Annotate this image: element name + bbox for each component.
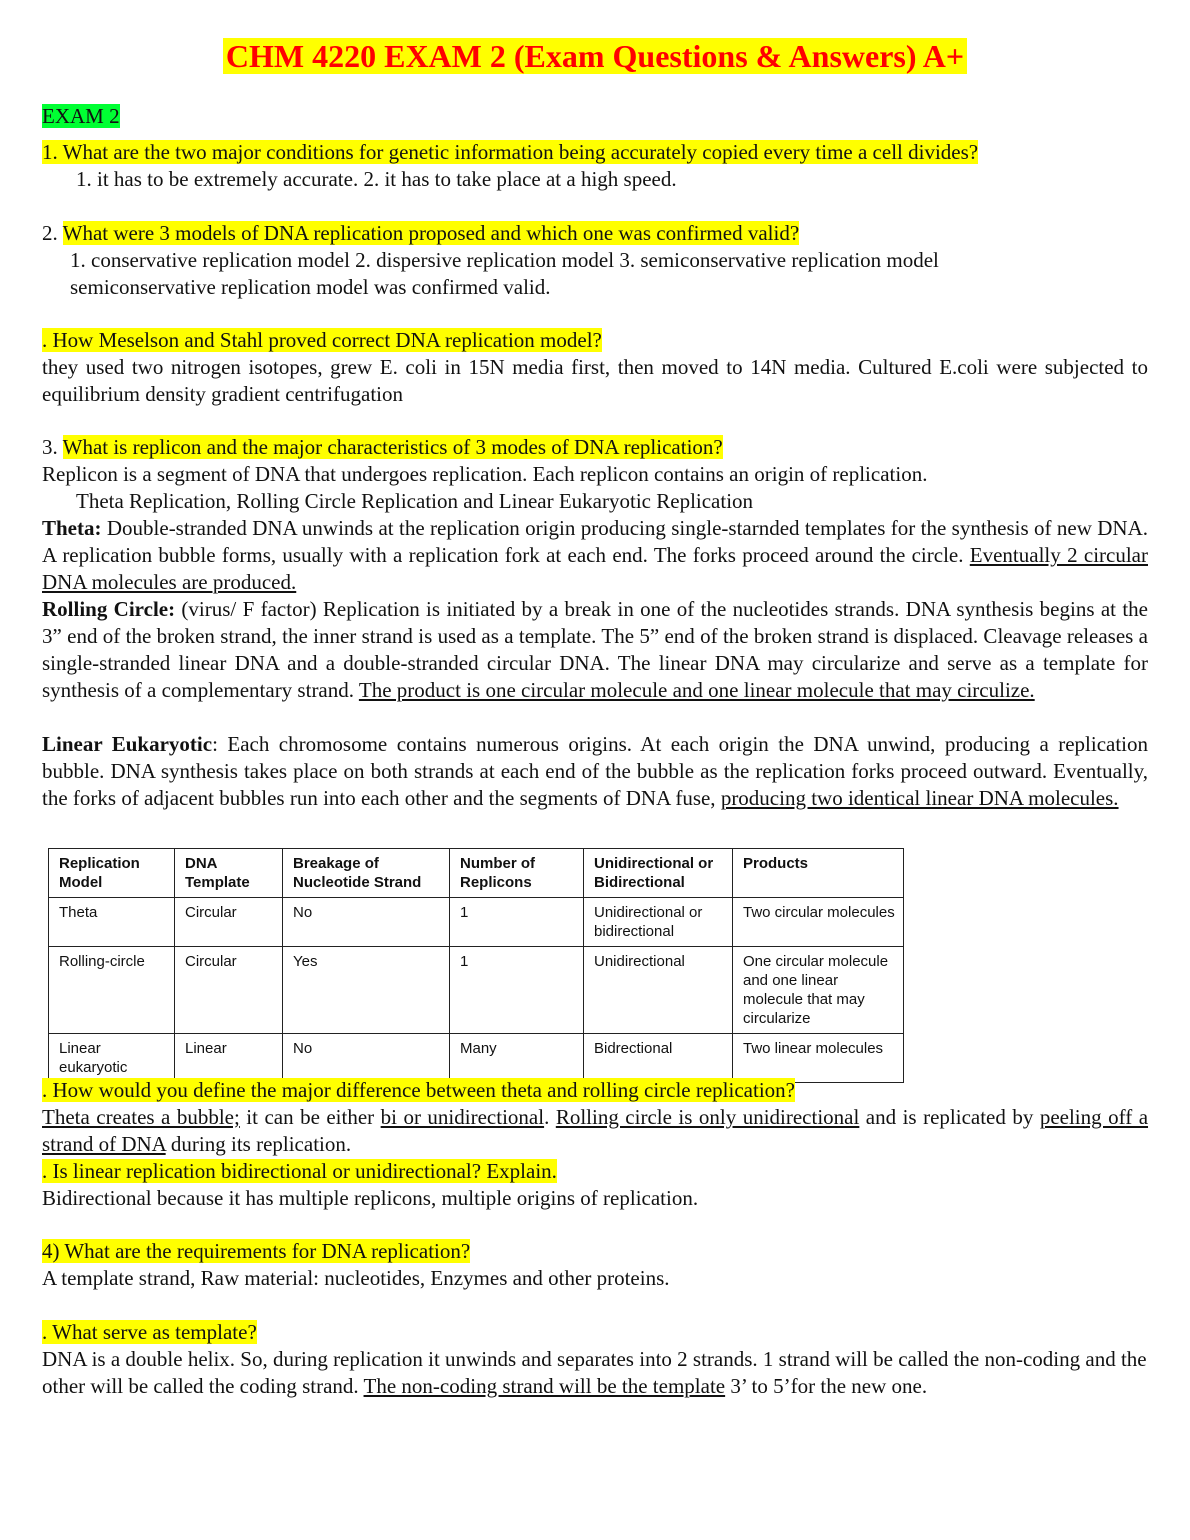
answer-2: 1. conservative replication model 2. dispersive replication model 3. semiconservative replication model semiconservative replication model was confirmed valid. xyxy=(70,248,939,299)
exam-label: EXAM 2 xyxy=(42,104,120,128)
table-cell: 1 xyxy=(450,898,584,947)
question-1: 1. What are the two major conditions for genetic information being accurately copied every time a cell divides? xyxy=(42,140,979,164)
question-linear-direction: . Is linear replication bidirectional or unidirectional? Explain. xyxy=(42,1159,557,1183)
table-cell: Circular xyxy=(175,947,283,1034)
question-4: 4) What are the requirements for DNA replication? xyxy=(42,1239,471,1263)
question-2: 2. What were 3 models of DNA replication proposed and which one was confirmed valid? xyxy=(42,221,800,245)
table-cell: Circular xyxy=(175,898,283,947)
linear-eukaryotic-paragraph: Linear Eukaryotic: Each chromosome contains numerous origins. At each origin the DNA unwind, producing a replication bubble. DNA synthesis takes place on both strands at each end of the bubble as the replication forks proceed outward. Eventually, the forks of adjacent bubbles run into each other and the segments of DNA fuse, producing two identical linear DNA molecules. xyxy=(42,732,1149,810)
theta-paragraph: Theta: Double-stranded DNA unwinds at the replication origin producing single-starnded templates for the synthesis of new DNA. A replication bubble forms, usually with a replication fork at each end. The forks proceed around the circle. Eventually 2 circular DNA molecules are produced. xyxy=(42,516,1148,594)
question-theta-vs-rolling: . How would you define the major difference between theta and rolling circle replication? xyxy=(42,1078,795,1102)
answer-theta-vs-rolling: Theta creates a bubble; it can be either bi or unidirectional. Rolling circle is only unidirectional and is replicated by peeling off a strand of DNA during its replication. xyxy=(42,1105,1149,1156)
rolling-circle-label: Rolling Circle: xyxy=(42,597,176,621)
table-header: Unidirectional or Bidirectional xyxy=(584,849,733,898)
table-header-row xyxy=(49,849,904,898)
table-row xyxy=(49,947,904,1034)
answer-1: 1. it has to be extremely accurate. 2. it has to take place at a high speed. xyxy=(76,167,677,191)
question-meselson-stahl: . How Meselson and Stahl proved correct DNA replication model? xyxy=(42,328,602,352)
answer-4: A template strand, Raw material: nucleotides, Enzymes and other proteins. xyxy=(42,1266,670,1290)
table-cell: Rolling-circle xyxy=(49,947,175,1034)
table-cell: Theta xyxy=(49,898,175,947)
table-cell: Two circular molecules xyxy=(733,898,904,947)
question-3: 3. What is replicon and the major characteristics of 3 modes of DNA replication? xyxy=(42,435,723,459)
replication-comparison-table xyxy=(48,848,904,1083)
answer-3-modes: Theta Replication, Rolling Circle Replication and Linear Eukaryotic Replication xyxy=(76,489,754,513)
answer-3-replicon: Replicon is a segment of DNA that undergoes replication. Each replicon contains an origin of replication. xyxy=(42,462,928,486)
answer-template: DNA is a double helix. So, during replication it unwinds and separates into 2 strands. 1 strand will be called the non-coding and the other will be called the coding strand. The non-coding strand will be the template 3’ to 5’for the new one. xyxy=(42,1347,1147,1398)
question-template: . What serve as template? xyxy=(42,1320,257,1344)
table-cell: Two linear molecules xyxy=(733,1034,904,1083)
table-cell: 1 xyxy=(450,947,584,1034)
document-title: CHM 4220 EXAM 2 (Exam Questions & Answers) A+ xyxy=(0,36,1190,76)
linear-eukaryotic-label: Linear Eukaryotic xyxy=(42,732,213,756)
table-cell: Linear eukaryotic xyxy=(49,1034,175,1083)
table-row xyxy=(49,1034,904,1083)
table-cell: Linear xyxy=(175,1034,283,1083)
table-header: Products xyxy=(733,849,904,898)
table-row xyxy=(49,898,904,947)
table-cell: Bidrectional xyxy=(584,1034,733,1083)
table-cell: One circular molecule and one linear molecule that may circularize xyxy=(733,947,904,1034)
table-cell: No xyxy=(283,898,450,947)
table-cell: Unidirectional or bidirectional xyxy=(584,898,733,947)
table-cell: Many xyxy=(450,1034,584,1083)
table-header: DNA Template xyxy=(175,849,283,898)
table-header: Replication Model xyxy=(49,849,175,898)
answer-meselson-stahl: they used two nitrogen isotopes, grew E. coli in 15N media first, then moved to 14N media. Cultured E.coli were subjected to equilibrium density gradient centrifugation xyxy=(42,355,1148,406)
theta-label: Theta: xyxy=(42,516,102,540)
table-cell: Yes xyxy=(283,947,450,1034)
answer-linear-direction: Bidirectional because it has multiple replicons, multiple origins of replication. xyxy=(42,1186,699,1210)
table-header: Breakage of Nucleotide Strand xyxy=(283,849,450,898)
table-cell: Unidirectional xyxy=(584,947,733,1034)
rolling-circle-paragraph: Rolling Circle: (virus/ F factor) Replication is initiated by a break in one of the nucleotides strands. DNA synthesis begins at the 3” end of the broken strand, the inner strand is used as a template. The 5” end of the broken strand is displaced. Cleavage releases a single-stranded linear DNA and a double-stranded circular DNA. The linear DNA may circularize and serve as a template for synthesis of a complementary strand. The product is one circular molecule and one linear molecule that may circulize. xyxy=(42,597,1148,702)
table-cell: No xyxy=(283,1034,450,1083)
table-header: Number of Replicons xyxy=(450,849,584,898)
